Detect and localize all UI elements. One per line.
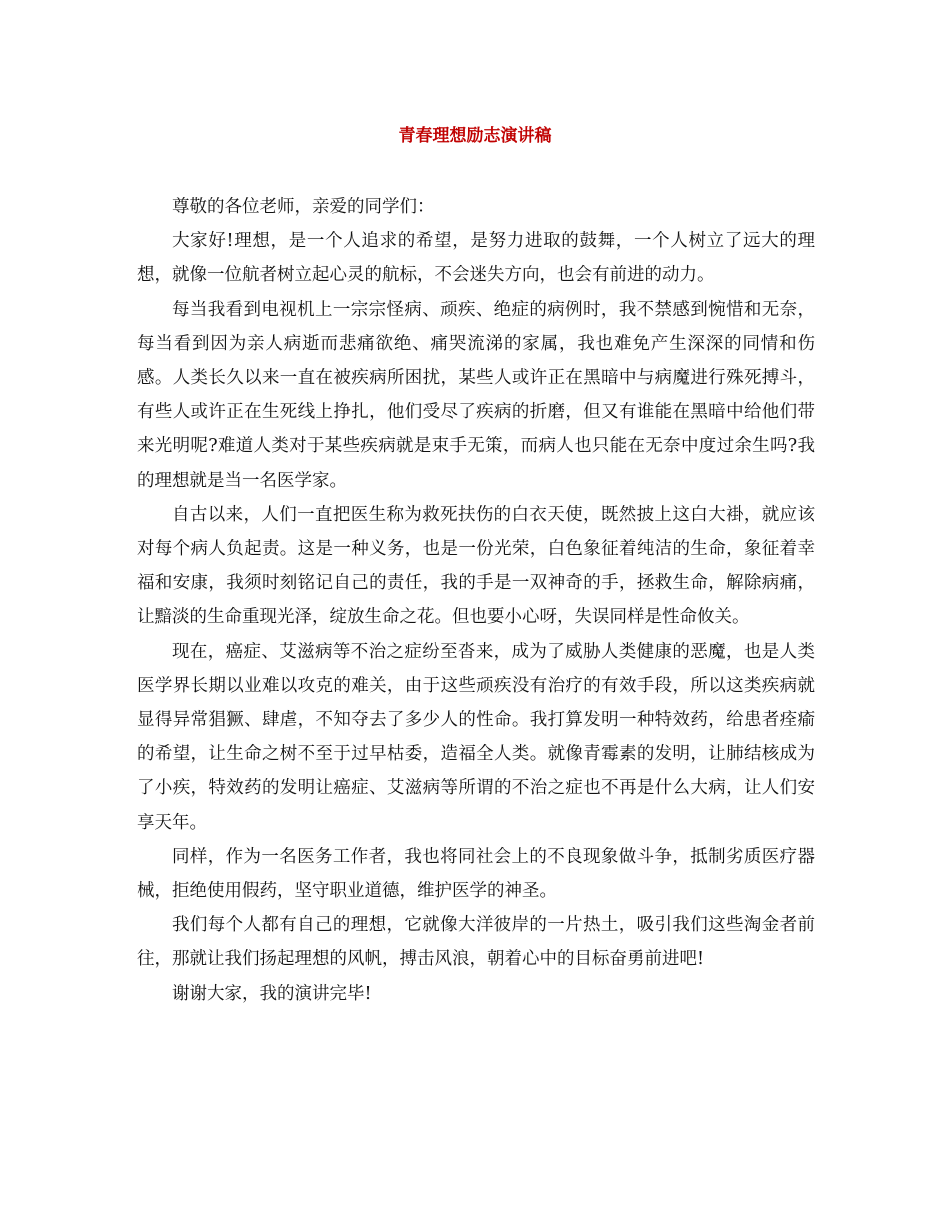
paragraph-medicine: 现在，癌症、艾滋病等不治之症纷至沓来，成为了威胁人类健康的恶魔，也是人类医学界长期以业难以攻克的难关，由于这些顽疾没有治疗的有效手段，所以这类疾病就显得异常猖獗、肆虐，不知夺去了多少人的性命。我打算发明一种特效药，给患者痊瘉的希望，让生命之树不至于过早枯委，造福全人类。就像青霉素的发明，让肺结核成为了小疾，特效药的发明让癌症、艾滋病等所谓的不治之症也不再是什么大病，让人们安享天年。 [137, 641, 815, 833]
document-title: 青春理想励志演讲稿 [398, 126, 552, 146]
document-body [137, 190, 815, 1011]
paragraph-ideals: 我们每个人都有自己的理想，它就像大洋彼岸的一片热土，吸引我们这些淘金者前往，那就让我们扬起理想的风帆，搏击风浪，朝着心中的目标奋勇前进吧! [137, 915, 815, 970]
paragraph-intro: 大家好!理想，是一个人追求的希望，是努力进取的鼓舞，一个人树立了远大的理想，就像一位航者树立起心灵的航标，不会迷失方向，也会有前进的动力。 [137, 231, 815, 286]
paragraph-doctor: 自古以来，人们一直把医生称为救死扶伤的白衣天使，既然披上这白大褂，就应该对每个病人负起责。这是一种义务，也是一份光荣，白色象征着纯洁的生命，象征着幸福和安康，我须时刻铭记自己的责任，我的手是一双神奇的手，拯救生命，解除病痛，让黯淡的生命重现光泽，绽放生命之花。但也要小心呀，失误同样是性命攸关。 [137, 504, 815, 628]
paragraph-ethics: 同样，作为一名医务工作者，我也将同社会上的不良现象做斗争，抵制劣质医疗器械，拒绝使用假药，坚守职业道德，维护医学的神圣。 [137, 846, 815, 902]
paragraph-closing: 谢谢大家，我的演讲完毕! [172, 983, 372, 1004]
paragraph-disease: 每当我看到电视机上一宗宗怪病、顽疾、绝症的病例时，我不禁感到惋惜和无奈，每当看到因为亲人病逝而悲痛欲绝、痛哭流涕的家属，我也难免产生深深的同情和伤感。人类长久以来一直在被疾病所困扰，某些人或许正在黑暗中与病魔进行殊死搏斗，有些人或许正在生死线上挣扎，他们受尽了疾病的折磨，但又有谁能在黑暗中给他们带来光明呢?难道人类对于某些疾病就是束手无策，而病人也只能在无奈中度过余生吗?我的理想就是当一名医学家。 [137, 299, 815, 491]
paragraph-greeting: 尊敬的各位老师，亲爱的同学们： [172, 197, 435, 217]
